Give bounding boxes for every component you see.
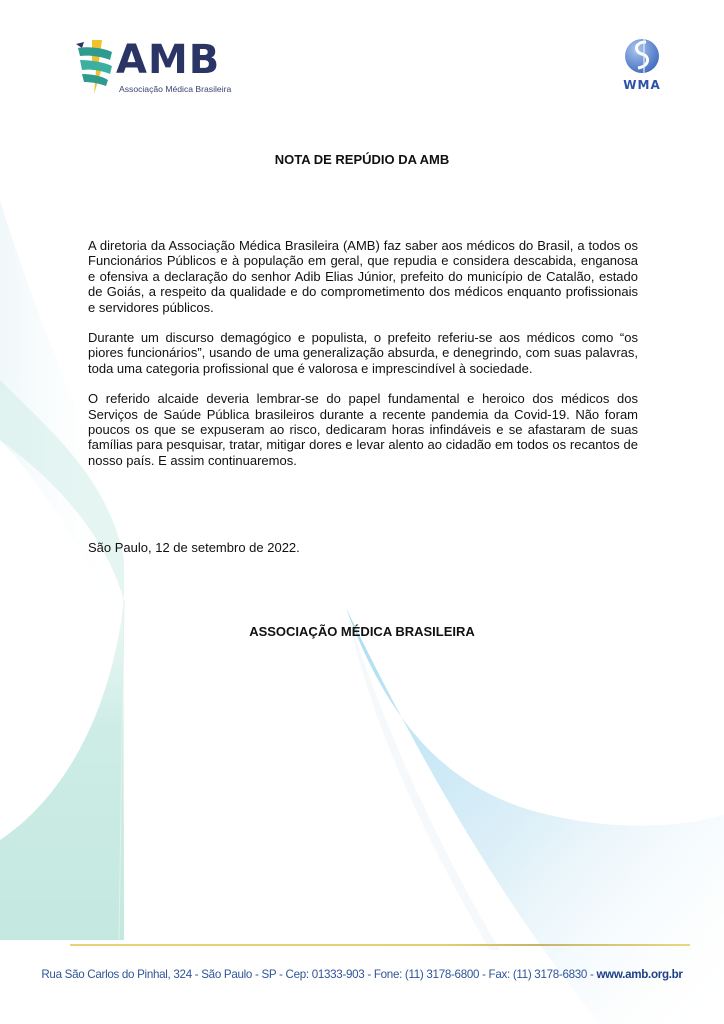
paragraph: Durante um discurso demagógico e populista, o prefeito referiu-se aos médicos como “os piores funcionários”, usando de uma generalização absurda, e denegrindo, com suas palavras, toda uma categoria profissional que é valorosa e imprescindível à sociedade.: [88, 330, 638, 376]
wma-wordmark: WMA: [623, 78, 661, 92]
footer-address: [0, 968, 724, 981]
paragraph: A diretoria da Associação Médica Brasileira (AMB) faz saber aos médicos do Brasil, a todos os Funcionários Públicos e à população em geral, que repudia e considera descabida, enganosa e ofensiva a declaração do senhor Adib Elias Júnior, prefeito do município de Catalão, estado de Goiás, a respeito da qualidade e do comprometimento dos médicos enquanto profissionais e servidores públicos.: [88, 238, 638, 315]
globe-serpent-icon: [618, 36, 666, 78]
wma-logo: [618, 36, 666, 94]
amb-logo: [74, 38, 234, 98]
date-line: São Paulo, 12 de setembro de 2022.: [88, 540, 300, 555]
paragraph: O referido alcaide deveria lembrar-se do papel fundamental e heroico dos médicos dos Serviços de Saúde Pública brasileiros durante a recente pandemia da Covid-19. Não foram poucos os que se expuseram ao risco, dedicaram horas infindáveis e se afastaram de suas famílias para pesquisar, tratar, mitigar dores e levar alento ao cidadão em todos os recantos de nosso país. E assim continuaremos.: [88, 391, 638, 468]
document-title: NOTA DE REPÚDIO DA AMB: [274, 152, 450, 167]
footer-website-link[interactable]: www.amb.org.br: [596, 968, 683, 981]
document-body: [88, 238, 638, 483]
footer-divider: [70, 944, 690, 946]
amb-wordmark: AMB: [116, 37, 221, 83]
signature: ASSOCIAÇÃO MÉDICA BRASILEIRA: [249, 624, 475, 639]
footer-address-text: Rua São Carlos do Pinhal, 324 - São Paulo - SP - Cep: 01333-903 - Fone: (11) 3178-6800 - Fax: (11) 3178-6830 -: [41, 968, 597, 981]
caduceus-icon: [74, 38, 116, 96]
amb-tagline: Associação Médica Brasileira: [119, 84, 232, 94]
